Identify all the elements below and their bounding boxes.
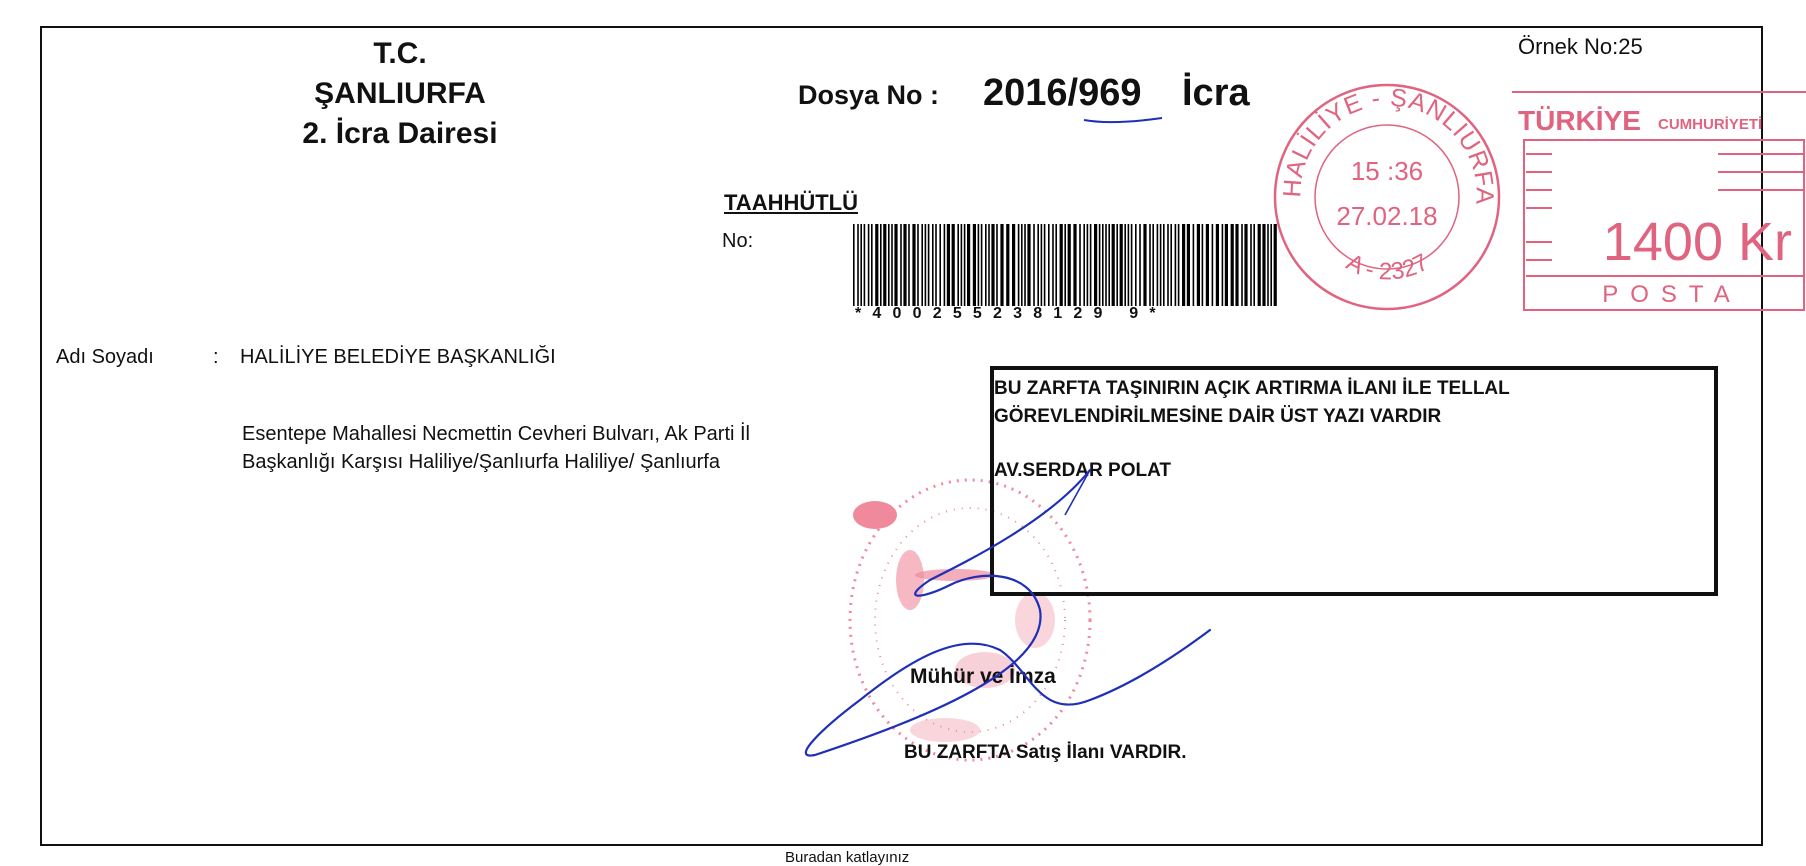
barcode-bar	[1175, 224, 1177, 306]
barcode-bar	[1253, 224, 1255, 306]
postmark-time: 15 :36	[1350, 156, 1424, 186]
barcode-bar	[957, 224, 959, 306]
franking-mark	[1512, 90, 1806, 312]
barcode-bar	[1018, 224, 1020, 306]
barcode-bar	[1041, 224, 1043, 306]
recipient-colon: :	[213, 346, 219, 368]
barcode-bar	[981, 224, 983, 306]
header-tc: T.C.	[373, 37, 427, 70]
barcode-bar	[1048, 224, 1050, 306]
franking-posta: POSTA	[1602, 281, 1742, 308]
recipient-address-line1: Esentepe Mahallesi Necmettin Cevheri Bulvarı, Ak Parti İl	[242, 423, 750, 445]
barcode-bar	[1244, 224, 1247, 306]
file-number-underline	[1082, 112, 1166, 126]
barcode-bar	[996, 224, 998, 306]
registered-no-label: No:	[722, 230, 754, 252]
lawyer-name: AV.SERDAR POLAT	[994, 460, 1172, 481]
barcode-bar	[1052, 224, 1054, 306]
barcode-bar	[935, 224, 937, 306]
barcode-bar	[860, 224, 862, 306]
barcode-bar	[1105, 224, 1107, 306]
barcode-bar	[1143, 224, 1146, 306]
postmark-ring-text: HALİLİYE - ŞANLIURFA	[1278, 83, 1499, 206]
file-number-label: Dosya No :	[798, 80, 940, 110]
barcode-bar	[1006, 224, 1009, 306]
barcode-bar	[1152, 224, 1154, 306]
seal-signature-label: Mühür ve İmza	[910, 665, 1056, 688]
barcode-bar	[1102, 224, 1104, 306]
barcode-bar	[1073, 224, 1076, 306]
barcode-bar	[864, 224, 866, 306]
barcode-bar	[1157, 224, 1159, 306]
barcode-bar	[1267, 224, 1269, 306]
barcode-bar	[875, 224, 878, 306]
barcode-bar	[947, 224, 950, 306]
barcode-bar	[891, 224, 893, 306]
barcode-bar	[894, 224, 897, 306]
barcode-bar	[1033, 224, 1035, 306]
barcode-bar	[1021, 224, 1023, 306]
barcode-bar	[978, 224, 980, 306]
header-city: ŞANLIURFA	[314, 77, 486, 110]
barcode-bar	[1108, 224, 1110, 306]
barcode-bar	[1193, 224, 1195, 306]
barcode-bar	[1000, 224, 1003, 306]
barcode-bar	[921, 224, 923, 306]
barcode-bar	[1163, 224, 1165, 306]
barcode-bar	[1182, 224, 1185, 306]
barcode-bar	[1055, 224, 1057, 306]
barcode-bar	[1064, 224, 1066, 306]
barcode-bar	[1068, 224, 1071, 306]
barcode-bar	[1120, 224, 1123, 306]
handwritten-signature	[800, 460, 1240, 760]
barcode-bar	[1112, 224, 1115, 306]
barcode-bar	[1060, 224, 1063, 306]
barcode-bar	[1044, 224, 1046, 306]
barcode-bar	[1083, 224, 1085, 306]
barcode-bar	[928, 224, 930, 306]
barcode-bar	[1197, 224, 1200, 306]
barcode-bar	[1262, 224, 1265, 306]
franking-country: TÜRKİYE	[1518, 105, 1641, 136]
franking-country-suffix: CUMHURİYETİ	[1658, 116, 1763, 133]
barcode-bar	[1212, 224, 1214, 306]
postmark-bottom-text: A - 2327	[1341, 248, 1433, 286]
barcode-bar	[1128, 224, 1130, 306]
barcode-bar	[1258, 224, 1261, 306]
barcode-bar	[1135, 224, 1137, 306]
barcode-bar	[1231, 224, 1234, 306]
notice-text: BU ZARFTA TAŞINIRIN AÇIK ARTIRMA İLANI İLE TELLAL GÖREVLENDİRİLMESİNE DAİR ÜST YAZI VARDIR	[994, 378, 1510, 427]
recipient-address	[242, 420, 892, 476]
franking-amount: 1400 Kr	[1602, 212, 1792, 272]
barcode-bar	[1090, 224, 1092, 306]
recipient-name-label: Adı Soyadı	[56, 346, 154, 368]
barcode-bar	[925, 224, 927, 306]
barcode-bar	[1241, 224, 1243, 306]
barcode-bar	[1079, 224, 1081, 306]
barcode-bar	[1202, 224, 1204, 306]
barcode-bar	[932, 224, 934, 306]
barcode-bar	[1087, 224, 1089, 306]
barcode-bar	[912, 224, 915, 306]
svg-text:HALİLİYE - ŞANLIURFA	[1278, 84, 1499, 206]
barcode-bar	[1178, 224, 1180, 306]
barcode-bar	[1250, 224, 1252, 306]
barcode-bar	[1222, 224, 1224, 306]
postmark-stamp	[1270, 80, 1505, 315]
barcode-bar	[1099, 224, 1101, 306]
barcode-bar	[871, 224, 873, 306]
barcode-bar	[888, 224, 890, 306]
barcode-bar	[1139, 224, 1141, 306]
sale-notice: BU ZARFTA Satış İlanı VARDIR.	[904, 742, 1187, 763]
barcode-bar	[985, 224, 987, 306]
registered-label: TAAHHÜTLÜ	[724, 190, 859, 215]
barcode-bar	[1131, 224, 1133, 306]
barcode-bar	[973, 224, 976, 306]
barcode-bar	[991, 224, 994, 306]
barcode-bar	[853, 224, 855, 306]
barcode-bar	[1149, 224, 1151, 306]
file-type: İcra	[1182, 72, 1250, 114]
barcode-bar	[1124, 224, 1126, 306]
barcode-bar	[883, 224, 886, 306]
barcode-bar	[1187, 224, 1190, 306]
barcode-bar	[880, 224, 882, 306]
barcode-bar	[988, 224, 990, 306]
header-office: 2. İcra Dairesi	[302, 117, 498, 150]
barcode-number: *400255238129 9*	[855, 305, 1167, 322]
form-number: Örnek No:25	[1518, 34, 1643, 59]
barcode-bar	[967, 224, 970, 306]
barcode-bar	[1037, 224, 1039, 306]
recipient-name: HALİLİYE BELEDİYE BAŞKANLIĞI	[240, 346, 556, 368]
barcode	[853, 224, 1278, 306]
barcode-bar	[1012, 224, 1015, 306]
barcode-bar	[857, 224, 859, 306]
barcode-bar	[1094, 224, 1097, 306]
svg-text:A - 2327	[1342, 249, 1433, 286]
barcode-bar	[903, 224, 906, 306]
barcode-bar	[1235, 224, 1238, 306]
barcode-bar	[1216, 224, 1219, 306]
barcode-bar	[1225, 224, 1228, 306]
file-number: 2016/969	[983, 72, 1142, 114]
barcode-bar	[944, 224, 946, 306]
barcode-bar	[1170, 224, 1172, 306]
recipient-address-line2: Başkanlığı Karşısı Haliliye/Şanlıurfa Haliliye/ Şanlıurfa	[242, 451, 720, 473]
barcode-bar	[1160, 224, 1162, 306]
barcode-bar	[1116, 224, 1118, 306]
fold-here-label: Buradan katlayınız	[785, 849, 910, 866]
barcode-bar	[917, 224, 919, 306]
barcode-bar	[1027, 224, 1030, 306]
barcode-bar	[939, 224, 941, 306]
barcode-bar	[1167, 224, 1169, 306]
barcode-bar	[900, 224, 902, 306]
barcode-bar	[964, 224, 966, 306]
barcode-bar	[908, 224, 910, 306]
barcode-bar	[1024, 224, 1026, 306]
barcode-bar	[1206, 224, 1209, 306]
barcode-bar	[961, 224, 963, 306]
barcode-bar	[952, 224, 955, 306]
barcode-bar	[868, 224, 870, 306]
postmark-date: 27.02.18	[1336, 201, 1438, 231]
